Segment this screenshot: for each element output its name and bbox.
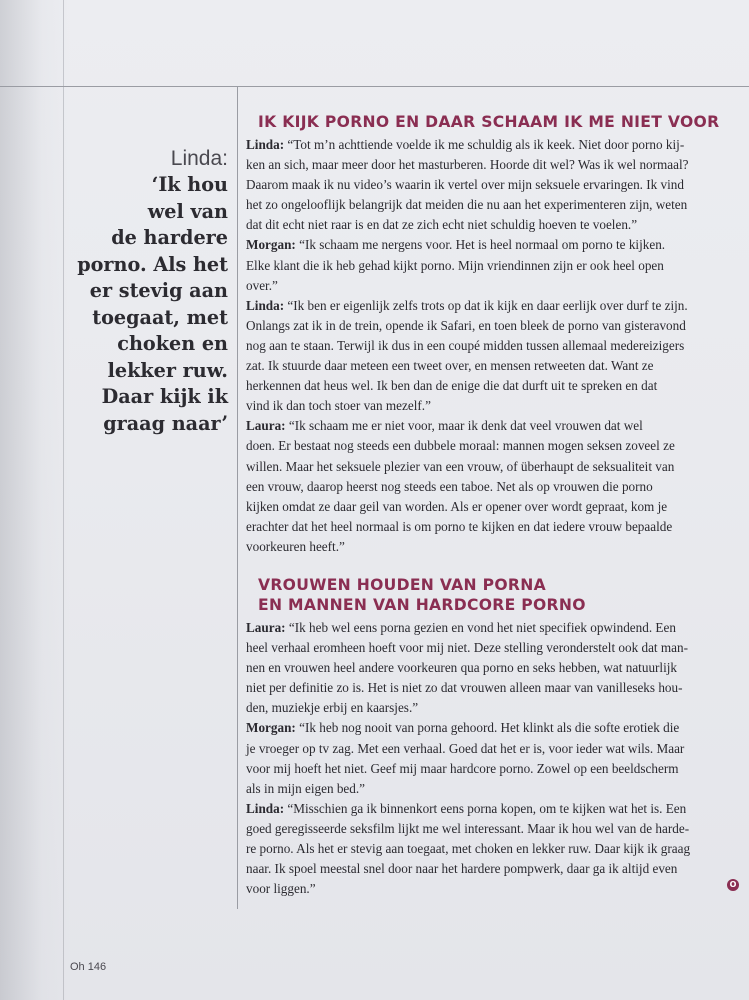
paragraph-line: niet per definitie zo is. Het is niet zo dat vrouwen alleen maar van vanilleseks hou-: [246, 680, 683, 696]
paragraph-line: [246, 135, 734, 155]
paragraph-line: heel verhaal eromheen hoeft voor mij niet. Deze stelling veronderstelt ook dat man-: [246, 640, 688, 656]
column-rule: [237, 87, 238, 909]
pull-quote-name: Linda:: [170, 147, 228, 170]
pull-quote-line: er stevig aan: [89, 279, 228, 302]
section-heading-line: EN MANNEN VAN HARDCORE PORNO: [258, 595, 586, 614]
paragraph-line: den, muziekje erbij en kaarsjes.”: [246, 700, 419, 716]
speaker-name: Linda:: [246, 800, 285, 816]
paragraph-line: [246, 416, 734, 436]
paragraph-line: herkennen dat heus wel. Ik ben dan de enige die dat durft uit te spreken en dat: [246, 378, 658, 394]
paragraph-line: Daarom maak ik nu video’s waarin ik vertel over mijn seksuele ervaringen. Ik vind: [246, 177, 684, 193]
pull-quote-line: porno. Als het: [77, 252, 228, 276]
paragraph-line: nen en vrouwen heel andere voorkeuren qua porno en seks hebben, wat natuurlijk: [246, 660, 678, 676]
section-heading: [246, 575, 734, 615]
line-text: “Ik heb wel eens porna gezien en vond het niet specifiek opwindend. Een: [288, 619, 676, 635]
quote-paragraph: [246, 235, 734, 295]
paragraph-line: voorkeuren heeft.”: [246, 538, 345, 554]
line-text: “Ik schaam me nergens voor. Het is heel normaal om porno te kijken.: [299, 237, 666, 253]
speaker-name: Morgan:: [246, 237, 296, 253]
section-heading-line: VROUWEN HOUDEN VAN PORNA: [258, 575, 546, 594]
pull-quote-line: ‘Ik hou: [151, 173, 228, 196]
paragraph-line: doen. Er bestaat nog steeds een dubbele moraal: mannen mogen seksen zoveel ze: [246, 438, 675, 454]
paragraph-line: vind ik dan toch stoer van mezelf.”: [246, 398, 431, 414]
paragraph-line: voor liggen.”: [246, 881, 316, 897]
pull-quote-line: lekker ruw.: [107, 358, 228, 382]
paragraph-line: het zo ongelooflijk belangrijk dat meiden die nu aan het experimenteren zijn, weten: [246, 197, 688, 213]
line-text: “Ik schaam me er niet voor, maar ik denk dat veel vrouwen dat wel: [288, 418, 643, 434]
paragraph-line: als in mijn eigen bed.”: [246, 780, 366, 796]
speaker-name: Laura:: [246, 619, 286, 635]
paragraph-line: [246, 799, 734, 819]
paragraph-line: erachter dat het heel normaal is om porno te kijken en dat iedere vrouw bepaalde: [246, 518, 673, 534]
binding-shadow: [0, 0, 70, 1000]
pull-quote-line: de hardere: [111, 226, 228, 249]
pull-quote-line: toegaat, met: [92, 305, 228, 329]
end-mark-icon: O: [727, 879, 739, 891]
paragraph-line: [246, 296, 734, 316]
line-text: “Ik heb nog nooit van porna gehoord. Het klinkt als die softe erotiek die: [299, 720, 680, 736]
paragraph-line: Elke klant die ik heb gehad kijkt porno. Mijn vriendinnen zijn er ook heel open: [246, 257, 664, 273]
paragraph-line: willen. Maar het seksuele plezier van een vrouw, of überhaupt de seksualiteit van: [246, 458, 675, 474]
page-number: Oh 146: [70, 961, 107, 973]
quote-paragraph: [246, 296, 734, 417]
pull-quote-line: wel van: [147, 199, 228, 223]
pull-quote-line: graag naar’: [103, 411, 228, 435]
section-heading-line: IK KIJK PORNO EN DAAR SCHAAM IK ME NIET VOOR: [258, 113, 720, 131]
top-rule: [0, 86, 749, 87]
line-text: “Misschien ga ik binnenkort eens porna kopen, om te kijken wat het is. Een: [287, 800, 687, 816]
paragraph-line: ken an sich, maar meer door het masturberen. Hoorde dit wel? Was ik wel normaal?: [246, 157, 689, 173]
quote-paragraph: [246, 416, 734, 557]
quote-paragraph: [246, 799, 734, 899]
speaker-name: Laura:: [246, 418, 286, 434]
paragraph-line: [246, 235, 734, 255]
pull-quote-line: Daar kijk ik: [101, 385, 228, 408]
paragraph-line: dat dit echt niet raar is en dat ze zich echt niet schuldig hoeven te voelen.”: [246, 217, 638, 233]
paragraph-line: re porno. Als het er stevig aan toegaat, met choken en lekker ruw. Daar kijk ik graag: [246, 841, 691, 856]
speaker-name: Linda:: [246, 137, 285, 152]
paragraph-line: [246, 618, 734, 638]
quote-paragraph: [246, 618, 734, 718]
paragraph-line: voor mij hoeft het niet. Geef mij maar hardcore porno. Zowel op een beeldscherm: [246, 760, 679, 776]
page-edge-line: [63, 0, 64, 1000]
paragraph-line: Onlangs zat ik in de trein, opende ik Safari, en toen bleek de porno van gisteravond: [246, 317, 686, 333]
article-body: [246, 112, 734, 899]
paragraph-line: kijken omdat ze daar geil van worden. Als er opener over wordt gepraat, kom je: [246, 498, 668, 514]
paragraph-line: over.”: [246, 277, 278, 293]
paragraph-line: naar. Ik spoel meestal snel door naar het hardere pompwerk, daar ga ik altijd even: [246, 861, 678, 877]
quote-paragraph: [246, 718, 734, 798]
speaker-name: Linda:: [246, 297, 285, 313]
paragraph-line: zat. Ik stuurde daar meteen een tweet over, en mensen retweeten dat. Want ze: [246, 358, 654, 374]
paragraph-line: [246, 718, 734, 738]
speaker-name: Morgan:: [246, 720, 296, 736]
pull-quote-line: choken en: [117, 332, 228, 355]
pull-quote: [58, 172, 228, 437]
section-heading: [246, 112, 734, 132]
paragraph-line: goed geregisseerde seksfilm lijkt me wel interessant. Maar ik hou wel van de harde-: [246, 820, 690, 836]
paragraph-line: je vroeger op tv zag. Met een verhaal. Goed dat het er is, voor ieder wat wils. Maar: [246, 740, 685, 756]
line-text: “Tot m’n achttiende voelde ik me schuldig als ik keek. Niet door porno kij-: [287, 137, 685, 152]
paragraph-line: een vrouw, daarop heerst nog steeds een taboe. Net als op vrouwen die porno: [246, 478, 653, 494]
paragraph-line: nog aan te staan. Terwijl ik dus in een coupé midden tussen allemaal medereizigers: [246, 337, 685, 353]
quote-paragraph: [246, 135, 734, 235]
line-text: “Ik ben er eigenlijk zelfs trots op dat ik kijk en daar eerlijk over durf te zijn.: [287, 297, 688, 313]
